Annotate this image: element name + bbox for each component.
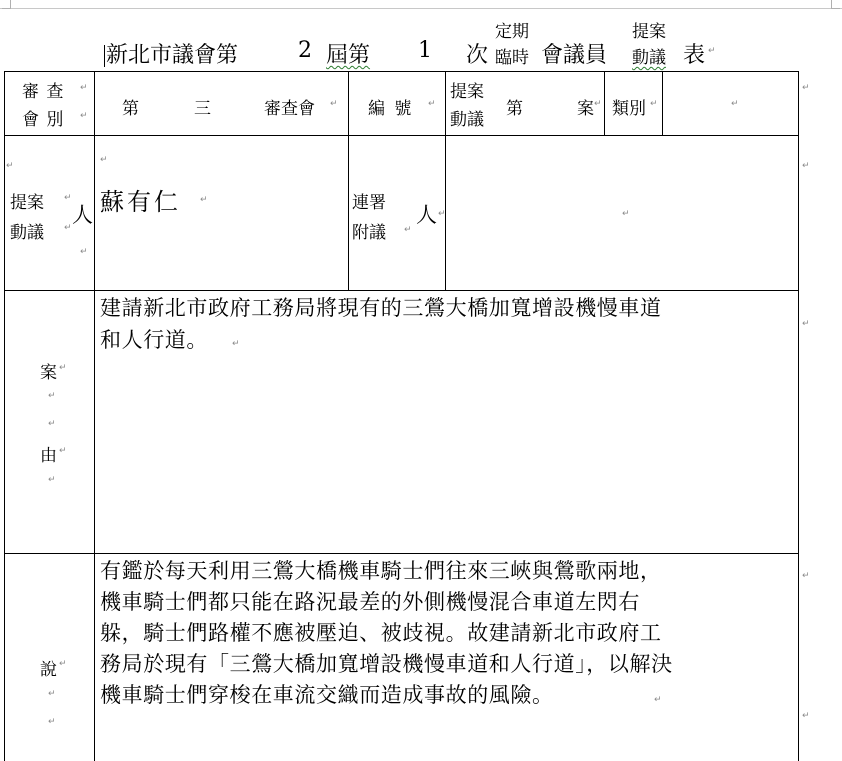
col-divider-number	[348, 71, 349, 290]
proposal-table	[4, 71, 810, 761]
mark: ↵	[802, 571, 810, 581]
mark: ↵	[80, 83, 88, 93]
title-council: 新北市議會第	[106, 43, 239, 68]
table-border-left	[4, 71, 5, 761]
explanation-line-5: 機車騎士們穿梭在車流交織而造成事故的風險。	[100, 683, 554, 707]
mark: ↵	[802, 711, 810, 721]
mark: ↵	[731, 99, 739, 109]
row-divider-2	[4, 290, 799, 291]
mark: ↵	[100, 155, 108, 165]
review-label-top: 審 查	[22, 82, 65, 102]
label-column-divider	[94, 71, 95, 761]
mark: ↵	[802, 319, 810, 329]
mark: ↵	[622, 209, 630, 219]
mark: ↵	[428, 99, 436, 109]
title-kind-bottom: 動議	[632, 48, 666, 68]
mark: ↵	[802, 83, 810, 93]
review-value-1: 第	[122, 99, 139, 119]
reason-line-2: 和人行道。	[100, 328, 208, 352]
proposal-top: 提案	[450, 82, 484, 102]
mark: ↵	[200, 195, 208, 205]
proposer-label-bottom: 動議	[10, 223, 44, 243]
mark: ↵	[48, 419, 56, 429]
title-session-unit: 屆第	[326, 43, 371, 68]
reason-line-1: 建請新北市政府工務局將現有的三鶯大橋加寬增設機慢車道	[100, 296, 662, 320]
mark: ↵	[48, 475, 56, 485]
margin-corner-left	[2, 0, 11, 9]
cosign-label-suffix: 人	[416, 203, 437, 227]
col-divider-proposal	[445, 71, 446, 290]
explanation-label: 說	[40, 660, 57, 680]
mark: ↵	[64, 193, 72, 203]
margin-corner-right	[831, 0, 840, 9]
mark: ↵	[59, 659, 67, 669]
mark: ↵	[404, 225, 412, 235]
explanation-line-3: 躲，騎士們路權不應被壓迫、被歧視。故建請新北市政府工	[100, 621, 662, 645]
mark: ↵	[64, 223, 72, 233]
mark: ↵	[802, 161, 810, 171]
mark: ↵	[48, 689, 56, 699]
review-value-2: 三	[194, 99, 211, 119]
row-divider-1	[4, 135, 799, 136]
text-cursor	[104, 45, 105, 67]
case-prefix: 第	[506, 99, 523, 119]
mark: ↵	[48, 717, 56, 727]
case-suffix: 案	[577, 99, 594, 119]
reason-label-1: 案	[40, 363, 57, 383]
title-meeting-member: 會議員	[541, 43, 608, 68]
proposer-label-top: 提案	[10, 193, 44, 213]
cosign-label-top: 連署	[352, 193, 386, 213]
mark: ↵	[6, 161, 14, 171]
explanation-line-2: 機車騎士們都只能在路況最差的外側機慢混合車道左閃右	[100, 590, 640, 614]
review-label-bottom: 會 別	[22, 110, 65, 130]
title-session-no: 2	[298, 38, 312, 63]
mark: ↵	[80, 247, 88, 257]
cosign-label-bottom: 附議	[352, 223, 386, 243]
mark: ↵	[330, 99, 338, 109]
proposal-bottom: 動議	[450, 110, 484, 130]
mark: ↵	[232, 339, 240, 349]
number-label: 編 號	[368, 99, 414, 119]
table-border-top	[4, 71, 799, 72]
page-top-edge	[0, 8, 842, 9]
title-meeting-no: 1	[418, 38, 432, 63]
mark: ↵	[438, 209, 446, 219]
mark: ↵	[80, 111, 88, 121]
col-divider-category-value	[662, 71, 663, 135]
mark: ↵	[59, 363, 67, 373]
title-mark: ↵	[708, 46, 716, 56]
explanation-line-4: 務局於現有「三鶯大橋加寬增設機慢車道和人行道」，以解決	[100, 652, 673, 676]
title-type-top: 定期	[495, 22, 529, 42]
mark: ↵	[48, 391, 56, 401]
document-title	[0, 10, 842, 70]
review-value-3: 審查會	[264, 99, 315, 119]
title-meeting-unit: 次	[466, 43, 489, 68]
mark: ↵	[650, 99, 658, 109]
row-divider-3	[4, 553, 799, 554]
col-divider-category	[604, 71, 605, 135]
reason-label-2: 由	[40, 446, 57, 466]
explanation-line-1: 有鑑於每天利用三鶯大橋機車騎士們往來三峽與鶯歌兩地，	[100, 559, 662, 583]
proposer-name: 蘇有仁	[100, 188, 181, 216]
title-type-bottom: 臨時	[495, 48, 529, 68]
title-kind-top: 提案	[632, 22, 666, 42]
mark: ↵	[654, 695, 662, 705]
title-suffix: 表	[683, 43, 706, 68]
mark: ↵	[59, 446, 67, 456]
category-label: 類別	[612, 99, 646, 119]
mark: ↵	[594, 99, 602, 109]
table-border-right	[798, 71, 799, 761]
proposer-label-suffix: 人	[72, 203, 93, 227]
